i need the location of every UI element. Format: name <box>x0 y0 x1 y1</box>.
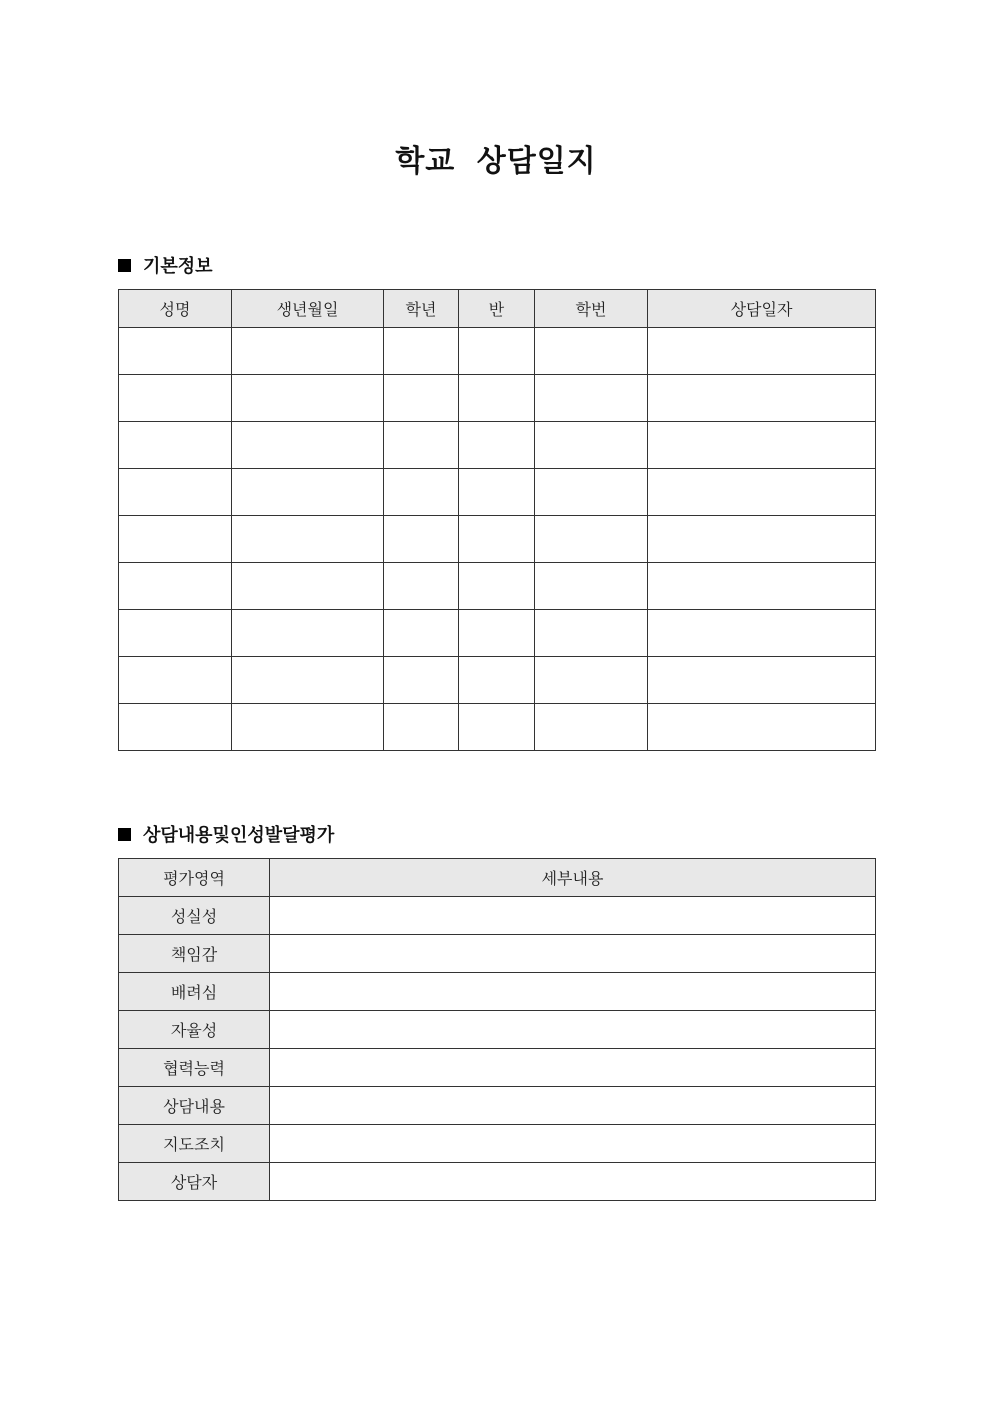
cell-birthdate[interactable] <box>232 375 384 422</box>
cell-birthdate[interactable] <box>232 328 384 375</box>
cell-class[interactable] <box>459 563 535 610</box>
evaluation-area-label: 상담자 <box>119 1163 270 1201</box>
cell-grade[interactable] <box>384 657 459 704</box>
cell-grade[interactable] <box>384 328 459 375</box>
evaluation-detail-cell[interactable] <box>270 1163 876 1201</box>
cell-grade[interactable] <box>384 563 459 610</box>
cell-name[interactable] <box>119 657 232 704</box>
column-header-name: 성명 <box>119 290 232 328</box>
evaluation-detail-cell[interactable] <box>270 1125 876 1163</box>
section-heading-label: 기본정보 <box>143 256 213 277</box>
cell-counsel-date[interactable] <box>648 516 876 563</box>
table-row <box>119 704 876 751</box>
cell-birthdate[interactable] <box>232 563 384 610</box>
table-row <box>119 935 876 973</box>
evaluation-area-label: 협력능력 <box>119 1049 270 1087</box>
page-title: 학교 상담일지 <box>395 144 597 179</box>
cell-class[interactable] <box>459 610 535 657</box>
cell-birthdate[interactable] <box>232 422 384 469</box>
cell-name[interactable] <box>119 563 232 610</box>
cell-name[interactable] <box>119 704 232 751</box>
cell-student-number[interactable] <box>535 516 648 563</box>
evaluation-detail-cell[interactable] <box>270 1087 876 1125</box>
cell-counsel-date[interactable] <box>648 422 876 469</box>
cell-student-number[interactable] <box>535 610 648 657</box>
table-row <box>119 1087 876 1125</box>
cell-class[interactable] <box>459 469 535 516</box>
table-row <box>119 563 876 610</box>
cell-counsel-date[interactable] <box>648 657 876 704</box>
cell-name[interactable] <box>119 516 232 563</box>
section-heading-label: 상담내용및인성발달평가 <box>143 825 335 846</box>
cell-class[interactable] <box>459 328 535 375</box>
evaluation-detail-cell[interactable] <box>270 1049 876 1087</box>
column-header-class: 반 <box>459 290 535 328</box>
column-header-counsel-date: 상담일자 <box>648 290 876 328</box>
evaluation-area-label: 자율성 <box>119 1011 270 1049</box>
cell-name[interactable] <box>119 610 232 657</box>
column-header-birthdate: 생년월일 <box>232 290 384 328</box>
cell-class[interactable] <box>459 422 535 469</box>
cell-class[interactable] <box>459 704 535 751</box>
cell-counsel-date[interactable] <box>648 328 876 375</box>
cell-name[interactable] <box>119 422 232 469</box>
counseling-evaluation-table <box>118 858 876 1201</box>
cell-counsel-date[interactable] <box>648 469 876 516</box>
cell-student-number[interactable] <box>535 422 648 469</box>
cell-class[interactable] <box>459 375 535 422</box>
cell-name[interactable] <box>119 328 232 375</box>
cell-counsel-date[interactable] <box>648 704 876 751</box>
column-header-area: 평가영역 <box>119 859 270 897</box>
cell-birthdate[interactable] <box>232 610 384 657</box>
section-heading-counseling <box>118 822 334 846</box>
section-heading-basic-info <box>118 253 213 277</box>
table-row <box>119 973 876 1011</box>
column-header-student-number: 학번 <box>535 290 648 328</box>
cell-student-number[interactable] <box>535 657 648 704</box>
table-row <box>119 897 876 935</box>
evaluation-area-label: 지도조치 <box>119 1125 270 1163</box>
cell-student-number[interactable] <box>535 704 648 751</box>
square-bullet-icon <box>118 828 131 841</box>
cell-student-number[interactable] <box>535 375 648 422</box>
cell-class[interactable] <box>459 657 535 704</box>
table-row <box>119 375 876 422</box>
evaluation-area-label: 성실성 <box>119 897 270 935</box>
table-row <box>119 1049 876 1087</box>
table-row <box>119 328 876 375</box>
cell-birthdate[interactable] <box>232 516 384 563</box>
cell-class[interactable] <box>459 516 535 563</box>
cell-grade[interactable] <box>384 375 459 422</box>
table-row <box>119 657 876 704</box>
table-row <box>119 469 876 516</box>
cell-student-number[interactable] <box>535 469 648 516</box>
cell-counsel-date[interactable] <box>648 375 876 422</box>
cell-grade[interactable] <box>384 610 459 657</box>
cell-birthdate[interactable] <box>232 469 384 516</box>
column-header-grade: 학년 <box>384 290 459 328</box>
table-row <box>119 422 876 469</box>
table-header-row <box>119 290 876 328</box>
cell-grade[interactable] <box>384 422 459 469</box>
cell-student-number[interactable] <box>535 563 648 610</box>
cell-grade[interactable] <box>384 516 459 563</box>
table-row <box>119 1163 876 1201</box>
cell-name[interactable] <box>119 469 232 516</box>
column-header-detail: 세부내용 <box>270 859 876 897</box>
evaluation-detail-cell[interactable] <box>270 897 876 935</box>
evaluation-detail-cell[interactable] <box>270 935 876 973</box>
cell-grade[interactable] <box>384 704 459 751</box>
square-bullet-icon <box>118 259 131 272</box>
evaluation-detail-cell[interactable] <box>270 1011 876 1049</box>
evaluation-detail-cell[interactable] <box>270 973 876 1011</box>
table-row <box>119 1011 876 1049</box>
cell-grade[interactable] <box>384 469 459 516</box>
table-header-row <box>119 859 876 897</box>
evaluation-area-label: 상담내용 <box>119 1087 270 1125</box>
table-row <box>119 1125 876 1163</box>
cell-student-number[interactable] <box>535 328 648 375</box>
cell-counsel-date[interactable] <box>648 563 876 610</box>
basic-info-table <box>118 289 876 751</box>
cell-birthdate[interactable] <box>232 704 384 751</box>
cell-name[interactable] <box>119 375 232 422</box>
evaluation-area-label: 책임감 <box>119 935 270 973</box>
table-row <box>119 610 876 657</box>
cell-birthdate[interactable] <box>232 657 384 704</box>
table-row <box>119 516 876 563</box>
evaluation-area-label: 배려심 <box>119 973 270 1011</box>
cell-counsel-date[interactable] <box>648 610 876 657</box>
